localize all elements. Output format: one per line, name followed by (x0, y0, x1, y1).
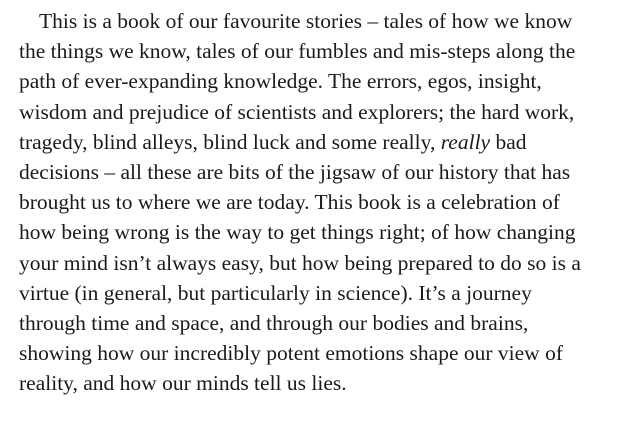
text-line: the things we know, tales of our fumbles and mis-steps along the (19, 39, 576, 64)
text-line: decisions – all these are bits of the jigsaw of our history that has (19, 160, 571, 185)
text-line: This is a book of our favourite stories – tales of how we know (39, 9, 573, 33)
body-paragraph (19, 6, 642, 399)
text-segment: tragedy, blind alleys, blind luck and some really, (19, 129, 436, 154)
text-line (19, 127, 642, 157)
text-line: showing how our incredibly potent emotions shape our view of (19, 341, 563, 366)
text-line: through time and space, and through our bodies and brains, (19, 311, 529, 336)
text-line: how being wrong is the way to get things right; of how changing (19, 220, 576, 245)
text-line: reality, and how our minds tell us lies. (19, 371, 347, 396)
text-line: path of ever-expanding knowledge. The errors, egos, insight, (19, 69, 542, 94)
emphasis-text: really (440, 129, 491, 154)
text-line: virtue (in general, but particularly in science). It’s a journey (19, 280, 532, 305)
text-line: brought us to where we are today. This book is a celebration of (19, 190, 560, 215)
text-line: your mind isn’t always easy, but how being prepared to do so is a (19, 250, 581, 275)
text-segment: bad (495, 129, 527, 154)
text-line: wisdom and prejudice of scientists and explorers; the hard work, (19, 99, 575, 124)
